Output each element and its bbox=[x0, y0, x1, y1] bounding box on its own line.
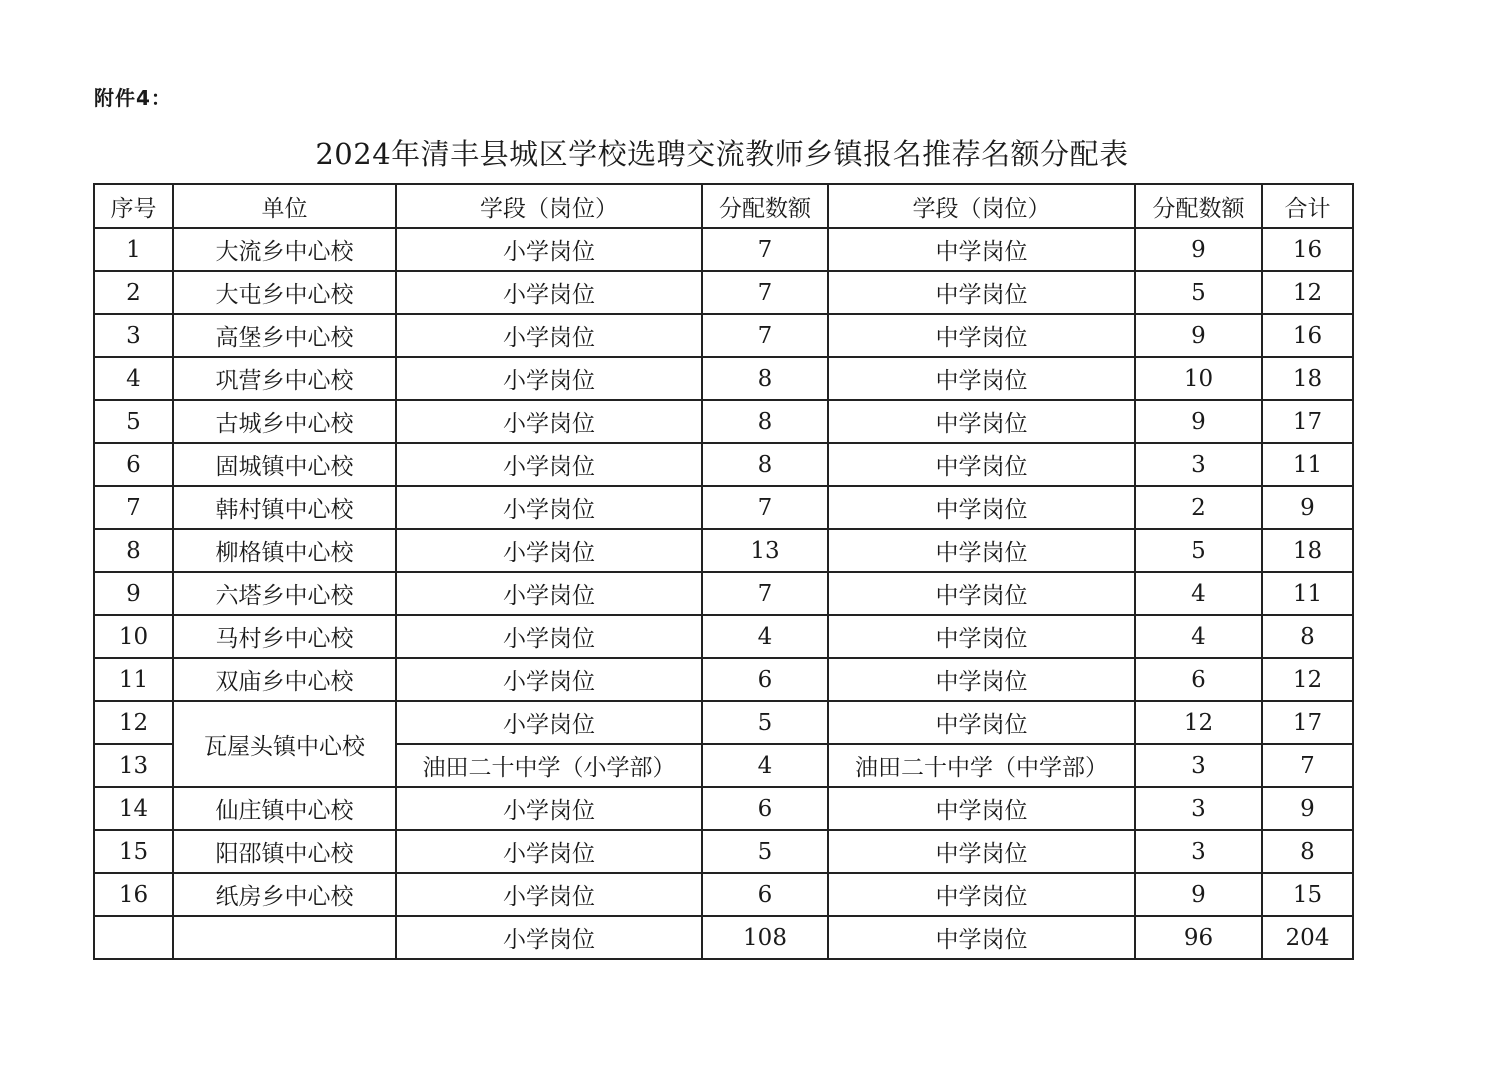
document-title: 2024年清丰县城区学校选聘交流教师乡镇报名推荐名额分配表 bbox=[315, 137, 1129, 171]
cell-unit: 柳格镇中心校 bbox=[173, 529, 396, 572]
cell-count-primary: 8 bbox=[702, 400, 828, 443]
cell-number: 16 bbox=[94, 873, 173, 916]
table-row bbox=[94, 271, 1353, 314]
cell-stage-secondary: 中学岗位 bbox=[828, 271, 1135, 314]
cell-total: 18 bbox=[1262, 357, 1353, 400]
table-row bbox=[94, 314, 1353, 357]
cell-count-primary: 8 bbox=[702, 443, 828, 486]
table-row bbox=[94, 443, 1353, 486]
cell-count-primary: 6 bbox=[702, 787, 828, 830]
cell-stage-secondary: 中学岗位 bbox=[828, 314, 1135, 357]
cell-stage-primary: 小学岗位 bbox=[396, 400, 702, 443]
cell-count-primary: 7 bbox=[702, 486, 828, 529]
cell-stage-secondary: 中学岗位 bbox=[828, 486, 1135, 529]
cell-unit: 六塔乡中心校 bbox=[173, 572, 396, 615]
cell-count-primary: 4 bbox=[702, 615, 828, 658]
cell-unit: 巩营乡中心校 bbox=[173, 357, 396, 400]
table-row bbox=[94, 486, 1353, 529]
cell-unit: 大屯乡中心校 bbox=[173, 271, 396, 314]
cell-total: 11 bbox=[1262, 443, 1353, 486]
table-row bbox=[94, 658, 1353, 701]
header-row bbox=[94, 184, 1353, 228]
cell-unit: 阳邵镇中心校 bbox=[173, 830, 396, 873]
cell-count-secondary: 5 bbox=[1135, 271, 1262, 314]
cell-stage-primary: 小学岗位 bbox=[396, 787, 702, 830]
cell-count-secondary: 2 bbox=[1135, 486, 1262, 529]
cell-stage-secondary: 中学岗位 bbox=[828, 830, 1135, 873]
table-row bbox=[94, 830, 1353, 873]
cell-stage-secondary: 中学岗位 bbox=[828, 787, 1135, 830]
header-cell-stage-primary: 学段（岗位） bbox=[396, 184, 702, 228]
cell-count-primary: 6 bbox=[702, 658, 828, 701]
cell-total: 7 bbox=[1262, 744, 1353, 787]
cell-count-secondary: 9 bbox=[1135, 400, 1262, 443]
cell-total: 12 bbox=[1262, 271, 1353, 314]
cell-stage-primary: 小学岗位 bbox=[396, 572, 702, 615]
cell-total: 15 bbox=[1262, 873, 1353, 916]
cell-stage-secondary: 中学岗位 bbox=[828, 529, 1135, 572]
cell-total: 16 bbox=[1262, 228, 1353, 271]
cell-number: 10 bbox=[94, 615, 173, 658]
cell-stage-secondary: 中学岗位 bbox=[828, 873, 1135, 916]
cell-stage-secondary: 中学岗位 bbox=[828, 443, 1135, 486]
cell-count-secondary: 9 bbox=[1135, 228, 1262, 271]
cell-number: 4 bbox=[94, 357, 173, 400]
cell-unit: 双庙乡中心校 bbox=[173, 658, 396, 701]
cell-stage-primary: 小学岗位 bbox=[396, 228, 702, 271]
cell-number: 8 bbox=[94, 529, 173, 572]
cell-stage-primary: 小学岗位 bbox=[396, 615, 702, 658]
attachment-label: 附件4： bbox=[94, 86, 172, 110]
header-cell-stage-secondary: 学段（岗位） bbox=[828, 184, 1135, 228]
summary-cell-number bbox=[94, 916, 173, 959]
cell-stage-secondary: 油田二十中学（中学部） bbox=[828, 744, 1135, 787]
cell-count-secondary: 3 bbox=[1135, 787, 1262, 830]
cell-count-primary: 8 bbox=[702, 357, 828, 400]
table-header bbox=[94, 184, 1353, 228]
summary-cell-stage-secondary: 中学岗位 bbox=[828, 916, 1135, 959]
cell-count-primary: 7 bbox=[702, 228, 828, 271]
cell-stage-primary: 小学岗位 bbox=[396, 873, 702, 916]
cell-stage-secondary: 中学岗位 bbox=[828, 658, 1135, 701]
cell-total: 12 bbox=[1262, 658, 1353, 701]
cell-stage-secondary: 中学岗位 bbox=[828, 572, 1135, 615]
cell-total: 8 bbox=[1262, 830, 1353, 873]
cell-number: 9 bbox=[94, 572, 173, 615]
cell-unit: 马村乡中心校 bbox=[173, 615, 396, 658]
cell-stage-primary: 小学岗位 bbox=[396, 357, 702, 400]
cell-stage-secondary: 中学岗位 bbox=[828, 701, 1135, 744]
cell-count-secondary: 3 bbox=[1135, 830, 1262, 873]
allocation-table bbox=[93, 183, 1354, 960]
cell-count-secondary: 6 bbox=[1135, 658, 1262, 701]
cell-total: 18 bbox=[1262, 529, 1353, 572]
header-cell-count-secondary: 分配数额 bbox=[1135, 184, 1262, 228]
cell-total: 11 bbox=[1262, 572, 1353, 615]
header-cell-count-primary: 分配数额 bbox=[702, 184, 828, 228]
cell-number: 12 bbox=[94, 701, 173, 744]
table-row bbox=[94, 228, 1353, 271]
summary-cell-count-secondary: 96 bbox=[1135, 916, 1262, 959]
cell-number: 5 bbox=[94, 400, 173, 443]
cell-number: 1 bbox=[94, 228, 173, 271]
cell-total: 16 bbox=[1262, 314, 1353, 357]
summary-cell-unit bbox=[173, 916, 396, 959]
cell-stage-primary: 小学岗位 bbox=[396, 443, 702, 486]
cell-stage-secondary: 中学岗位 bbox=[828, 357, 1135, 400]
cell-count-secondary: 4 bbox=[1135, 615, 1262, 658]
cell-number: 3 bbox=[94, 314, 173, 357]
cell-count-secondary: 4 bbox=[1135, 572, 1262, 615]
cell-stage-primary: 小学岗位 bbox=[396, 486, 702, 529]
cell-total: 17 bbox=[1262, 701, 1353, 744]
header-cell-number: 序号 bbox=[94, 184, 173, 228]
table-row bbox=[94, 572, 1353, 615]
cell-stage-primary: 小学岗位 bbox=[396, 830, 702, 873]
cell-unit: 纸房乡中心校 bbox=[173, 873, 396, 916]
table-row bbox=[94, 701, 1353, 744]
cell-number: 6 bbox=[94, 443, 173, 486]
header-cell-total: 合计 bbox=[1262, 184, 1353, 228]
table-row bbox=[94, 357, 1353, 400]
cell-unit: 高堡乡中心校 bbox=[173, 314, 396, 357]
summary-cell-stage-primary: 小学岗位 bbox=[396, 916, 702, 959]
cell-total: 8 bbox=[1262, 615, 1353, 658]
summary-cell-total: 204 bbox=[1262, 916, 1353, 959]
cell-stage-primary: 小学岗位 bbox=[396, 658, 702, 701]
cell-unit: 韩村镇中心校 bbox=[173, 486, 396, 529]
cell-stage-primary: 小学岗位 bbox=[396, 529, 702, 572]
cell-number: 7 bbox=[94, 486, 173, 529]
cell-number: 13 bbox=[94, 744, 173, 787]
cell-stage-primary: 小学岗位 bbox=[396, 271, 702, 314]
cell-count-primary: 5 bbox=[702, 830, 828, 873]
cell-stage-secondary: 中学岗位 bbox=[828, 400, 1135, 443]
cell-number: 15 bbox=[94, 830, 173, 873]
cell-count-secondary: 9 bbox=[1135, 314, 1262, 357]
cell-number: 11 bbox=[94, 658, 173, 701]
cell-count-primary: 7 bbox=[702, 572, 828, 615]
table-row bbox=[94, 400, 1353, 443]
cell-count-secondary: 5 bbox=[1135, 529, 1262, 572]
cell-total: 17 bbox=[1262, 400, 1353, 443]
cell-number: 2 bbox=[94, 271, 173, 314]
cell-count-secondary: 10 bbox=[1135, 357, 1262, 400]
summary-row bbox=[94, 916, 1353, 959]
cell-count-primary: 6 bbox=[702, 873, 828, 916]
table-row bbox=[94, 529, 1353, 572]
cell-count-primary: 7 bbox=[702, 271, 828, 314]
cell-stage-primary: 小学岗位 bbox=[396, 314, 702, 357]
cell-count-primary: 13 bbox=[702, 529, 828, 572]
cell-unit: 大流乡中心校 bbox=[173, 228, 396, 271]
table-row bbox=[94, 615, 1353, 658]
cell-total: 9 bbox=[1262, 787, 1353, 830]
cell-count-primary: 5 bbox=[702, 701, 828, 744]
cell-count-secondary: 3 bbox=[1135, 443, 1262, 486]
cell-stage-primary: 油田二十中学（小学部） bbox=[396, 744, 702, 787]
cell-number: 14 bbox=[94, 787, 173, 830]
cell-stage-secondary: 中学岗位 bbox=[828, 228, 1135, 271]
summary-cell-count-primary: 108 bbox=[702, 916, 828, 959]
table-row bbox=[94, 873, 1353, 916]
cell-count-secondary: 12 bbox=[1135, 701, 1262, 744]
cell-unit: 瓦屋头镇中心校 bbox=[173, 701, 396, 787]
cell-count-primary: 7 bbox=[702, 314, 828, 357]
cell-unit: 古城乡中心校 bbox=[173, 400, 396, 443]
cell-unit: 仙庄镇中心校 bbox=[173, 787, 396, 830]
cell-unit: 固城镇中心校 bbox=[173, 443, 396, 486]
table-row bbox=[94, 787, 1353, 830]
cell-stage-secondary: 中学岗位 bbox=[828, 615, 1135, 658]
cell-count-secondary: 9 bbox=[1135, 873, 1262, 916]
cell-total: 9 bbox=[1262, 486, 1353, 529]
table-body bbox=[94, 228, 1353, 959]
cell-count-primary: 4 bbox=[702, 744, 828, 787]
header-cell-unit: 单位 bbox=[173, 184, 396, 228]
cell-stage-primary: 小学岗位 bbox=[396, 701, 702, 744]
cell-count-secondary: 3 bbox=[1135, 744, 1262, 787]
